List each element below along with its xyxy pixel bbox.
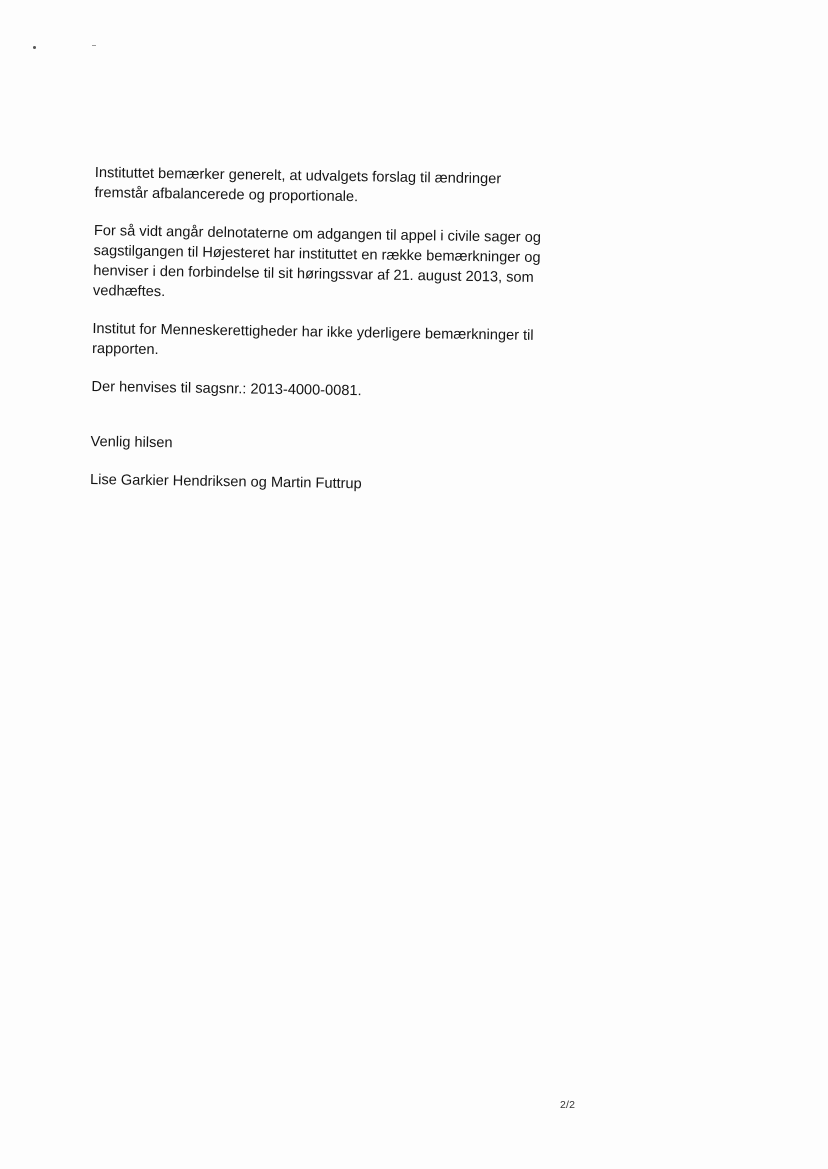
closing-salutation (90, 432, 560, 459)
text-line: rapporten. (91, 340, 159, 359)
paragraph-appeal-remarks (93, 221, 564, 308)
paragraph-assessment (94, 163, 565, 210)
text-line: henviser i den forbindelse til sit høringssvar af 21. august 2013, som (93, 262, 534, 286)
scan-speck (33, 46, 36, 49)
page-number: 2/2 (560, 1099, 576, 1111)
text-line: For så vidt angår delnotaterne om adgangen til appel i civile sager og (93, 222, 542, 247)
scan-speck (92, 45, 96, 46)
signatory-names: Lise Garkier Hendriksen og Martin Futtrup (89, 471, 362, 493)
text-line: Instituttet bemærker generelt, at udvalgets forslag til ændringer (94, 164, 502, 188)
text-line: fremstår afbalancerede og proportionale. (94, 184, 359, 206)
text-line: sagstilgangen til Højesteret har instituttet en række bemærkninger og (93, 242, 541, 267)
text-line: Institut for Menneskerettigheder har ikke yderligere bemærkninger til (92, 320, 534, 344)
signatories (90, 470, 560, 497)
scan-artifacts (30, 42, 110, 52)
text-line: vedhæftes. (92, 282, 166, 301)
paragraph-case-reference (91, 377, 561, 404)
case-reference: Der henvises til sagsnr.: 2013-4000-0081. (91, 378, 362, 400)
closing-text: Venlig hilsen (90, 433, 173, 452)
paragraph-no-further-remarks (92, 319, 563, 366)
letter-body (90, 163, 565, 515)
